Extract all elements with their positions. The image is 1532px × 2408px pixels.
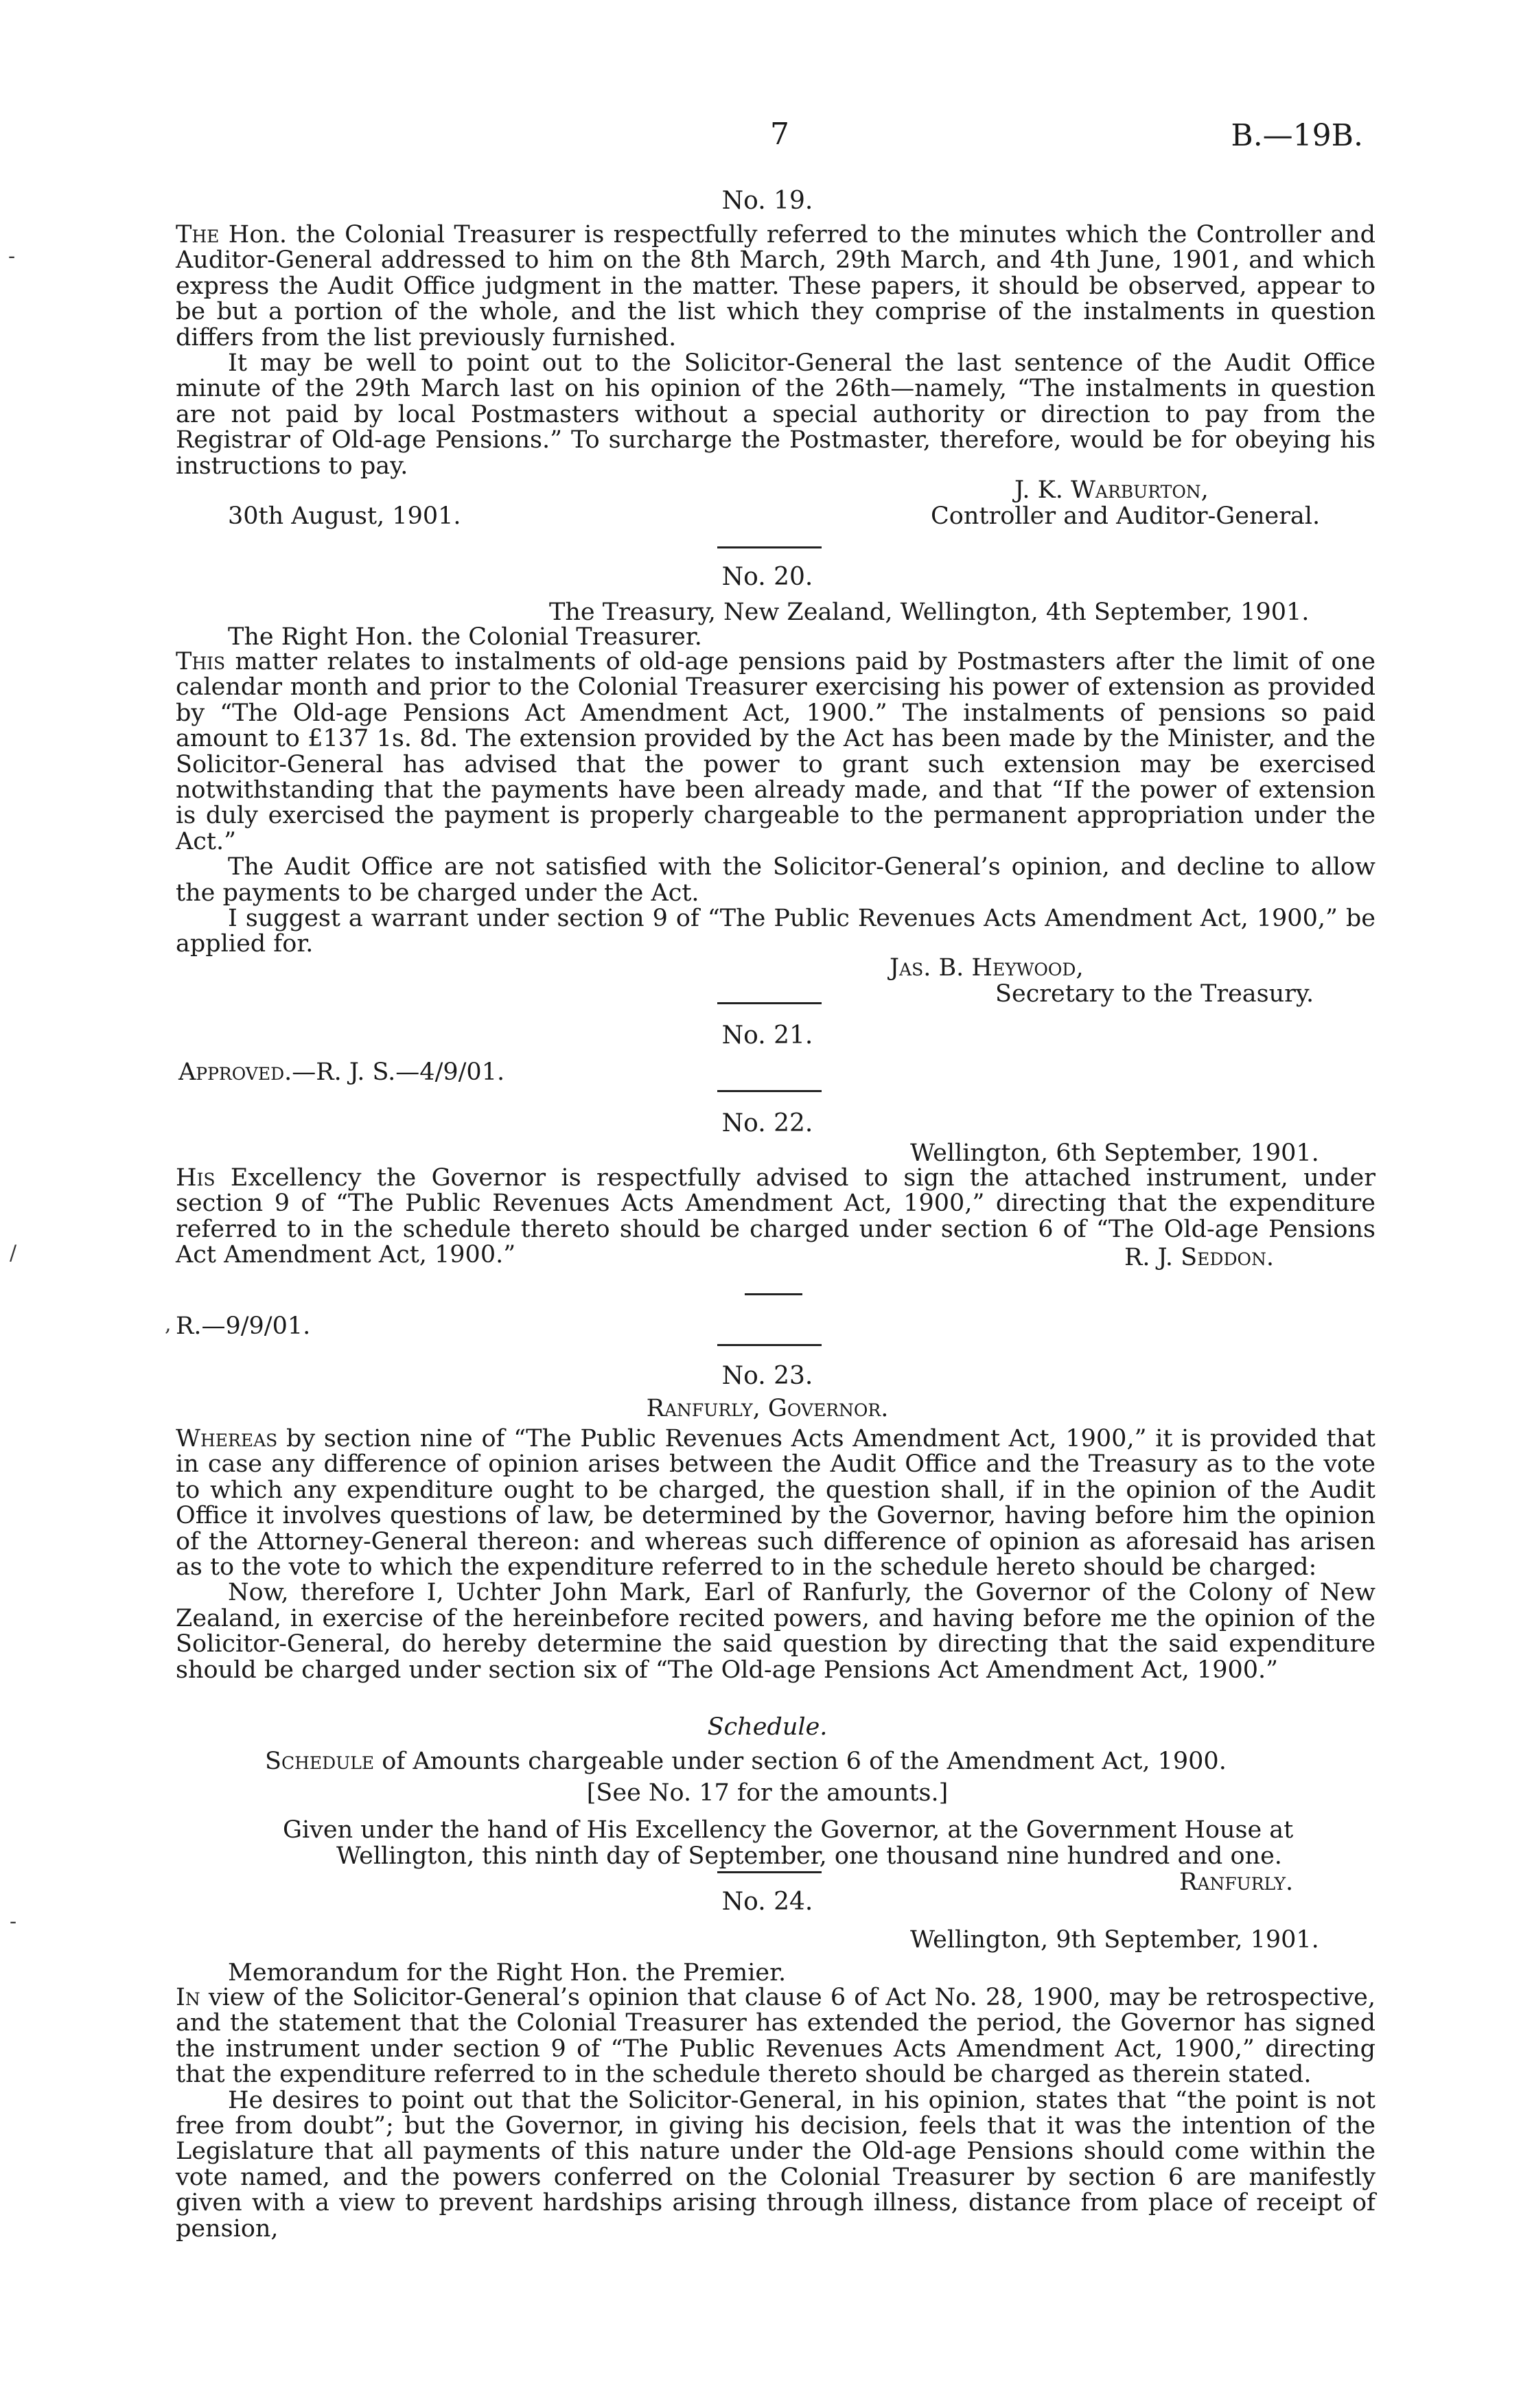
separator-rule xyxy=(717,1090,822,1092)
doc20-body xyxy=(176,649,1376,958)
page-number: 7 xyxy=(770,117,789,152)
doc23-given-line1: Given under the hand of His Excellency the Governor, at the Government House at xyxy=(283,1816,1294,1844)
doc23-heading: No. 23. xyxy=(721,1362,813,1390)
doc20-heading: No. 20. xyxy=(721,563,813,591)
doc23-schedule-note: [See No. 17 for the amounts.] xyxy=(586,1779,949,1807)
doc19-date: 30th August, 1901. xyxy=(228,502,461,530)
doc19-heading: No. 19. xyxy=(721,187,813,215)
doc23-p2: Now, therefore I, Uchter John Mark, Earl of Ranfurly, the Governor of the Colony of New Zealand, in exercise of the hereinbefore recited powers, and having before me the opinion of the Solicitor-General, do hereby determine the said question by directing that the said expenditure should be charged under section six of “The Old-age Pensions Act Amendment Act, 1900.” xyxy=(176,1579,1376,1684)
separator-rule xyxy=(717,1871,822,1873)
doc23-given-line2: Wellington, this ninth day of September, one thousand nine hundred and one. xyxy=(336,1842,1282,1870)
doc21-heading: No. 21. xyxy=(721,1021,813,1050)
doc23-p1-lead: Whereas xyxy=(176,1425,278,1452)
doc22-heading: No. 22. xyxy=(721,1109,813,1137)
doc24-p2: He desires to point out that the Solicitor-General, in his opinion, states that “the point is not free from doubt”; but the Governor, in giving his decision, feels that it was the intention of the Legislature that all payments of this nature under the Old-age Pensions should come within the vote named, and the powers conferred on the Colonial Treasurer by section 6 are manifestly given with a view to prevent hardships arising through illness, distance from place of receipt of pension, xyxy=(176,2086,1376,2243)
doc23-body xyxy=(176,1426,1376,1683)
margin-mark: / xyxy=(10,1241,17,1265)
doc24-heading: No. 24. xyxy=(721,1888,813,1916)
doc22-p1: Excellency the Governor is respectfully advised to sign the attached instrument, under section 9 of “The Public Revenues Acts Amendment Act, 1900,” directing that the expenditure referred to in the schedule thereto should be charged under section 6 of “The Old-age Pensions Act Amendment Act, 1900.” xyxy=(176,1164,1376,1269)
doc21-approved: —R. J. S.—4/9/01. xyxy=(292,1058,505,1086)
doc22-place-date: Wellington, 6th September, 1901. xyxy=(910,1139,1319,1167)
doc22-initial: R.—9/9/01. xyxy=(176,1312,311,1340)
document-reference: B.—19B. xyxy=(1231,118,1363,153)
doc20-p1: matter relates to instalments of old-age pensions paid by Postmasters after the limit of one calendar month and prior to the Colonial Treasurer exercising his power of extension as provided by “The Old-age Pensions Act Amendment Act, 1900.” The instalments of pensions so paid amount to £137 1s. 8d. The extension provided by the Act has been made by the Minister, and the Solicitor-General has advised that the power to grant such extension may be exercised notwithstanding that the payments have been already made, and that “If the power of extension is duly exercised the payment is properly chargeable to the permanent appropriation under the Act.” xyxy=(176,648,1376,855)
doc20-p2: The Audit Office are not satisfied with the Solicitor-General’s opinion, and decline to allow the payments to be charged under the Act. xyxy=(176,853,1376,907)
doc19-p2: It may be well to point out to the Solicitor-General the last sentence of the Audit Office minute of the 29th March last on his opinion of the 26th—namely, “The instalments in question are not paid by local Postmasters without a special authority or direction to pay from the Registrar of Old-age Pensions.” To surcharge the Postmaster, therefore, would be for obeying his instructions to pay. xyxy=(176,349,1376,480)
doc19-p1: Hon. the Colonial Treasurer is respectfully referred to the minutes which the Controller and Auditor-General addressed to him on the 8th March, 29th March, and 4th June, 1901, and which express the Audit Office judgment in the matter. These papers, it should be observed, appear to be but a portion of the whole, and the list which they comprise of the instalments in question differs from the list previously furnished. xyxy=(176,221,1376,351)
doc21-approved-lead: Approved. xyxy=(178,1058,292,1086)
doc20-p1-lead: This xyxy=(176,648,226,675)
margin-mark: - xyxy=(10,1910,17,1934)
doc24-body xyxy=(176,1985,1376,2242)
doc22-signer: R. J. Seddon. xyxy=(1124,1244,1274,1271)
doc19-p1-lead: The xyxy=(176,221,220,248)
doc20-addressee: The Right Hon. the Colonial Treasurer. xyxy=(228,623,702,651)
separator-rule xyxy=(717,1344,822,1346)
doc23-governor: Ranfurly, Governor. xyxy=(646,1395,889,1422)
short-rule xyxy=(745,1293,802,1295)
doc23-schedule-lead: Schedule xyxy=(265,1748,375,1775)
doc23-signer: Ranfurly. xyxy=(1179,1868,1294,1896)
doc20-place-date: The Treasury, New Zealand, Wellington, 4th September, 1901. xyxy=(549,599,1310,626)
doc22-p1-lead: His xyxy=(176,1164,216,1192)
doc20-signer: Jas. B. Heywood, xyxy=(890,954,1084,982)
separator-rule xyxy=(717,546,822,548)
doc23-schedule-heading: Schedule. xyxy=(707,1713,828,1741)
doc20-signer-title: Secretary to the Treasury. xyxy=(995,980,1314,1008)
margin-mark: - xyxy=(8,244,16,268)
doc19-signer: J. K. Warburton, xyxy=(1014,476,1209,504)
doc21-approval xyxy=(178,1058,504,1086)
doc23-schedule-title-text: of Amounts chargeable under section 6 of the Amendment Act, 1900. xyxy=(382,1748,1227,1775)
doc24-p1: view of the Solicitor-General’s opinion that clause 6 of Act No. 28, 1900, may be retrospective, and the statement that the Colonial Treasurer has extended the period, the Governor has signed the instrument under section 9 of “The Public Revenues Acts Amendment Act, 1900,” directing that the expenditure referred to in the schedule thereto should be charged as therein stated. xyxy=(176,1984,1376,2089)
doc19-body xyxy=(176,222,1376,479)
separator-rule xyxy=(717,1002,822,1004)
doc19-signer-title: Controller and Auditor-General. xyxy=(931,502,1321,530)
doc23-p1: by section nine of “The Public Revenues Acts Amendment Act, 1900,” it is provided that in case any difference of opinion arises between the Audit Office and the Treasury as to the vote to which any expenditure ought to be charged, the question shall, if in the opinion of the Audit Office it involves questions of law, be determined by the Governor, having before him the opinion of the Attorney-General thereon: and whereas such difference of opinion as aforesaid has arisen as to the vote to which the expenditure referred to in the schedule hereto should be charged: xyxy=(176,1425,1376,1582)
doc20-p3: I suggest a warrant under section 9 of “The Public Revenues Acts Amendment Act, 1900,” be applied for. xyxy=(176,905,1376,958)
doc24-place-date: Wellington, 9th September, 1901. xyxy=(910,1926,1319,1954)
doc23-schedule-title xyxy=(265,1748,1227,1775)
doc24-memo: Memorandum for the Right Hon. the Premier. xyxy=(228,1959,787,1987)
doc24-p1-lead: In xyxy=(176,1984,200,2011)
margin-mark: , xyxy=(165,1312,172,1336)
